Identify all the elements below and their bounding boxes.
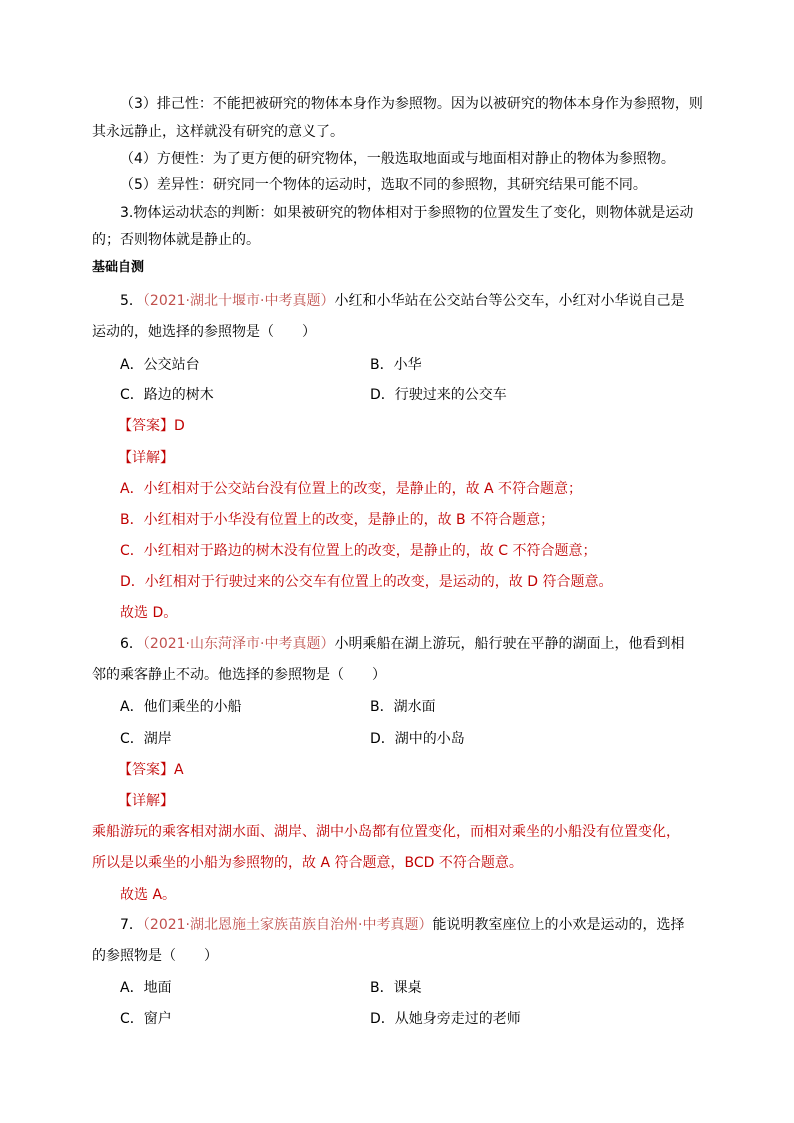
q6-stem-line-2: 邻的乘客静止不动。他选择的参照物是（ ） [92, 667, 386, 683]
judgement-line-2: 的；否则物体就是静止的。 [92, 232, 260, 248]
q5-detail-tag: 【详解】 [118, 450, 174, 466]
q5-conclusion: 故选 D。 [120, 605, 178, 621]
q7-number: 7． [120, 917, 143, 933]
q6-option-a: A．他们乘坐的小船 [120, 699, 242, 715]
q5-answer-value: D [174, 418, 185, 434]
q6-detail-tag: 【详解】 [118, 793, 174, 809]
note-4: （4）方便性：为了更方便的研究物体，一般选取地面或与地面相对静止的物体为参照物。 [120, 151, 675, 167]
q7-option-b: B．课桌 [370, 980, 422, 996]
q5-option-d: D．行驶过来的公交车 [370, 387, 507, 403]
note-3-line-2: 其永远静止，这样就没有研究的意义了。 [92, 124, 344, 140]
q5-option-b: B．小华 [370, 357, 422, 373]
q7-option-c: C．窗户 [120, 1011, 172, 1027]
judgement-line-1: 3.物体运动状态的判断：如果被研究的物体相对于参照物的位置发生了变化，则物体就是运动 [120, 205, 694, 221]
q7-option-a: A．地面 [120, 980, 172, 996]
q6-stem-text: 小明乘船在湖上游玩，船行驶在平静的湖面上，他看到相 [334, 636, 685, 652]
q6-detail-line-1: 乘船游玩的乘客相对湖水面、湖岸、湖中小岛都有位置变化，而相对乘坐的小船没有位置变化， [92, 824, 680, 840]
q6-option-c: C．湖岸 [120, 731, 172, 747]
q7-stem-text: 能说明教室座位上的小欢是运动的，选择 [432, 917, 685, 933]
q7-stem-line-2: 的参照物是（ ） [92, 948, 218, 964]
q6-number: 6． [120, 636, 143, 652]
note-5: （5）差异性：研究同一个物体的运动时，选取不同的参照物，其研究结果可能不同。 [120, 177, 647, 193]
q6-answer [118, 760, 184, 780]
q6-stem-line-1 [120, 634, 684, 654]
q7-source: （2021·湖北恩施土家族苗族自治州·中考真题） [142, 917, 433, 933]
q5-stem-text: 小红和小华站在公交站台等公交车，小红对小华说自己是 [334, 293, 685, 309]
note-3-line-1: （3）排己性：不能把被研究的物体本身作为参照物。因为以被研究的物体本身作为参照物，则 [120, 96, 703, 112]
q5-option-a: A．公交站台 [120, 357, 200, 373]
q7-option-d: D．从她身旁走过的老师 [370, 1011, 521, 1027]
q5-number: 5． [120, 293, 143, 309]
q5-detail-a: A．小红相对于公交站台没有位置上的改变，是静止的，故 A 不符合题意； [120, 481, 583, 497]
q5-detail-b: B．小红相对于小华没有位置上的改变，是静止的，故 B 不符合题意； [120, 512, 555, 528]
q5-answer [118, 416, 185, 436]
q5-source: （2021·湖北十堰市·中考真题） [142, 293, 335, 309]
q6-answer-value: A [174, 762, 184, 778]
q5-stem-line-1 [120, 291, 684, 311]
q7-stem-line-1 [120, 915, 684, 935]
q5-answer-tag: 【答案】 [118, 418, 174, 434]
section-title: 基础自测 [92, 260, 145, 275]
q5-detail-c: C．小红相对于路边的树木没有位置上的改变，是静止的，故 C 不符合题意； [120, 543, 597, 559]
q5-detail-d: D．小红相对于行驶过来的公交车有位置上的改变，是运动的，故 D 符合题意。 [120, 574, 613, 590]
q6-option-b: B．湖水面 [370, 699, 436, 715]
q6-answer-tag: 【答案】 [118, 762, 174, 778]
q6-detail-line-2: 所以是以乘坐的小船为参照物的，故 A 符合题意，BCD 不符合题意。 [92, 855, 523, 871]
q6-option-d: D．湖中的小岛 [370, 731, 465, 747]
q6-source: （2021·山东菏泽市·中考真题） [142, 636, 335, 652]
q5-option-c: C．路边的树木 [120, 387, 214, 403]
q5-stem-line-2: 运动的，她选择的参照物是（ ） [92, 324, 316, 340]
q6-conclusion: 故选 A。 [120, 887, 177, 903]
